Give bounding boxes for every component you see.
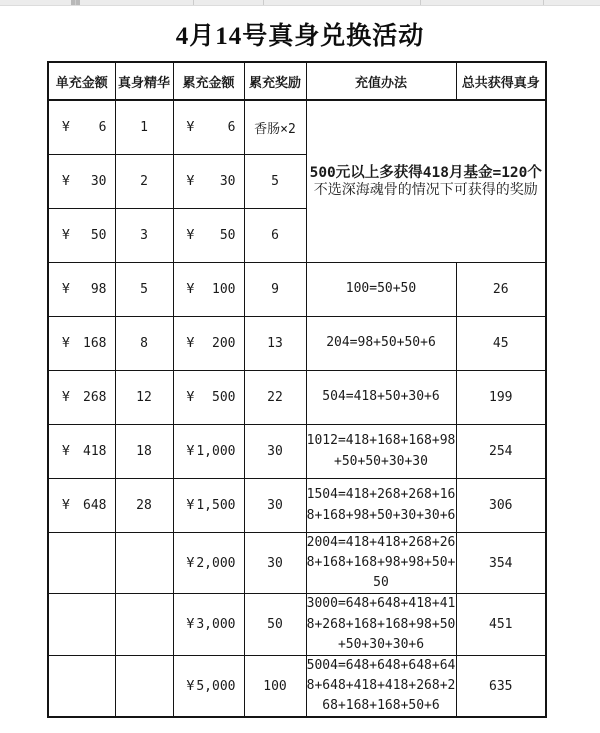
yen-symbol: ¥ <box>186 174 195 189</box>
yen-symbol: ¥ <box>62 444 70 459</box>
header-recharge-method: 充值办法 <box>306 62 456 100</box>
amount-value: 100 <box>212 282 236 297</box>
table-row <box>48 655 546 717</box>
header-row <box>48 62 546 100</box>
cell-essence <box>115 533 173 594</box>
cell-reward: 22 <box>244 371 306 425</box>
cell-reward: 9 <box>244 263 306 317</box>
yen-symbol: ¥ <box>62 228 70 243</box>
cell-total: 635 <box>456 655 546 717</box>
yen-symbol: ¥ <box>186 390 195 405</box>
amount-value: 168 <box>83 336 107 351</box>
amount-value: 50 <box>90 228 107 243</box>
cell-method: 1504=418+268+268+168+168+98+50+30+30+6 <box>306 479 456 533</box>
amount-value: 6 <box>227 120 236 135</box>
yen-symbol: ¥ <box>186 617 195 633</box>
yen-symbol: ¥ <box>186 678 195 694</box>
cell-cumulative-amount <box>173 594 244 655</box>
header-total-obtained: 总共获得真身 <box>456 62 546 100</box>
column-divider <box>420 0 421 5</box>
table-row <box>48 533 546 594</box>
cell-single-amount <box>48 594 115 655</box>
column-divider <box>263 0 264 5</box>
cell-method: 204=98+50+50+6 <box>306 317 456 371</box>
spreadsheet-edge-strip <box>0 0 600 6</box>
cell-essence: 1 <box>115 100 173 155</box>
exchange-activity-table <box>47 61 547 718</box>
table-row <box>48 263 546 317</box>
cell-bonus-note <box>306 100 546 263</box>
yen-symbol: ¥ <box>62 336 70 351</box>
cell-single-amount <box>48 263 115 317</box>
amount-value: 648 <box>83 498 107 513</box>
cell-method: 5004=648+648+648+648+648+418+418+268+268+168+168+50+6 <box>306 655 456 717</box>
amount-value: 200 <box>212 336 236 351</box>
cell-single-amount <box>48 100 115 155</box>
table-row <box>48 479 546 533</box>
column-divider <box>193 0 194 5</box>
header-cumulative: 累充金额 <box>173 62 244 100</box>
cell-cumulative-amount <box>173 371 244 425</box>
cell-cumulative-amount <box>173 425 244 479</box>
page-title: 4月14号真身兑换活动 <box>175 23 425 50</box>
yen-symbol: ¥ <box>186 282 195 297</box>
table-row <box>48 100 546 155</box>
cell-reward: 13 <box>244 317 306 371</box>
yen-symbol: ¥ <box>62 174 70 189</box>
cell-cumulative-amount <box>173 533 244 594</box>
cell-single-amount <box>48 317 115 371</box>
cell-essence <box>115 594 173 655</box>
cell-reward: 5 <box>244 155 306 209</box>
cell-reward: 香肠×2 <box>244 100 306 155</box>
header-essence: 真身精华 <box>115 62 173 100</box>
amount-value: 3,000 <box>196 617 236 633</box>
cell-single-amount <box>48 425 115 479</box>
cell-cumulative-amount <box>173 100 244 155</box>
cell-total: 199 <box>456 371 546 425</box>
cell-method: 3000=648+648+418+418+268+168+168+98+50+50+30+30+6 <box>306 594 456 655</box>
amount-value: 418 <box>83 444 107 459</box>
cell-single-amount <box>48 479 115 533</box>
amount-value: 2,000 <box>196 555 236 571</box>
cell-total: 254 <box>456 425 546 479</box>
cell-essence: 18 <box>115 425 173 479</box>
amount-value: 1,500 <box>196 498 236 513</box>
yen-symbol: ¥ <box>186 228 195 243</box>
yen-symbol: ¥ <box>62 498 70 513</box>
cell-essence <box>115 655 173 717</box>
cell-reward: 30 <box>244 479 306 533</box>
cell-cumulative-amount <box>173 263 244 317</box>
cell-method: 2004=418+418+268+268+168+168+98+98+50+50 <box>306 533 456 594</box>
amount-value: 98 <box>90 282 107 297</box>
cell-total: 451 <box>456 594 546 655</box>
table-row <box>48 594 546 655</box>
cell-reward: 6 <box>244 209 306 263</box>
amount-value: 268 <box>83 390 107 405</box>
yen-symbol: ¥ <box>186 444 195 459</box>
table-row <box>48 371 546 425</box>
cell-total: 26 <box>456 263 546 317</box>
yen-symbol: ¥ <box>186 498 195 513</box>
cell-reward: 30 <box>244 425 306 479</box>
column-divider <box>75 0 76 5</box>
amount-value: 30 <box>90 174 107 189</box>
cell-reward: 30 <box>244 533 306 594</box>
cell-total: 45 <box>456 317 546 371</box>
header-cum-reward: 累充奖励 <box>244 62 306 100</box>
amount-value: 50 <box>219 228 236 243</box>
cell-method: 100=50+50 <box>306 263 456 317</box>
yen-symbol: ¥ <box>186 555 195 571</box>
yen-symbol: ¥ <box>186 336 195 351</box>
column-divider <box>543 0 544 5</box>
cell-essence: 28 <box>115 479 173 533</box>
yen-symbol: ¥ <box>62 390 70 405</box>
cell-cumulative-amount <box>173 479 244 533</box>
cell-cumulative-amount <box>173 317 244 371</box>
cell-method: 504=418+50+30+6 <box>306 371 456 425</box>
table-row <box>48 425 546 479</box>
cell-reward: 100 <box>244 655 306 717</box>
bonus-note-line1: 500元以上多获得418月基金=120个 <box>309 164 542 181</box>
cell-single-amount <box>48 371 115 425</box>
cell-reward: 50 <box>244 594 306 655</box>
yen-symbol: ¥ <box>186 120 195 135</box>
cell-single-amount <box>48 655 115 717</box>
table-row <box>48 317 546 371</box>
cell-essence: 12 <box>115 371 173 425</box>
cell-essence: 8 <box>115 317 173 371</box>
cell-cumulative-amount <box>173 655 244 717</box>
amount-value: 6 <box>98 120 107 135</box>
cell-single-amount <box>48 155 115 209</box>
cell-essence: 5 <box>115 263 173 317</box>
cell-method: 1012=418+168+168+98+50+50+30+30 <box>306 425 456 479</box>
cell-total: 354 <box>456 533 546 594</box>
amount-value: 500 <box>212 390 236 405</box>
yen-symbol: ¥ <box>62 282 70 297</box>
cell-total: 306 <box>456 479 546 533</box>
cell-single-amount <box>48 533 115 594</box>
amount-value: 5,000 <box>196 678 236 694</box>
amount-value: 1,000 <box>196 444 236 459</box>
cell-single-amount <box>48 209 115 263</box>
cell-cumulative-amount <box>173 209 244 263</box>
yen-symbol: ¥ <box>62 120 70 135</box>
bonus-note-line2: 不选深海魂骨的情况下可获得的奖励 <box>313 181 538 198</box>
amount-value: 30 <box>219 174 236 189</box>
header-single-charge: 单充金额 <box>48 62 115 100</box>
cell-essence: 2 <box>115 155 173 209</box>
cell-cumulative-amount <box>173 155 244 209</box>
cell-essence: 3 <box>115 209 173 263</box>
